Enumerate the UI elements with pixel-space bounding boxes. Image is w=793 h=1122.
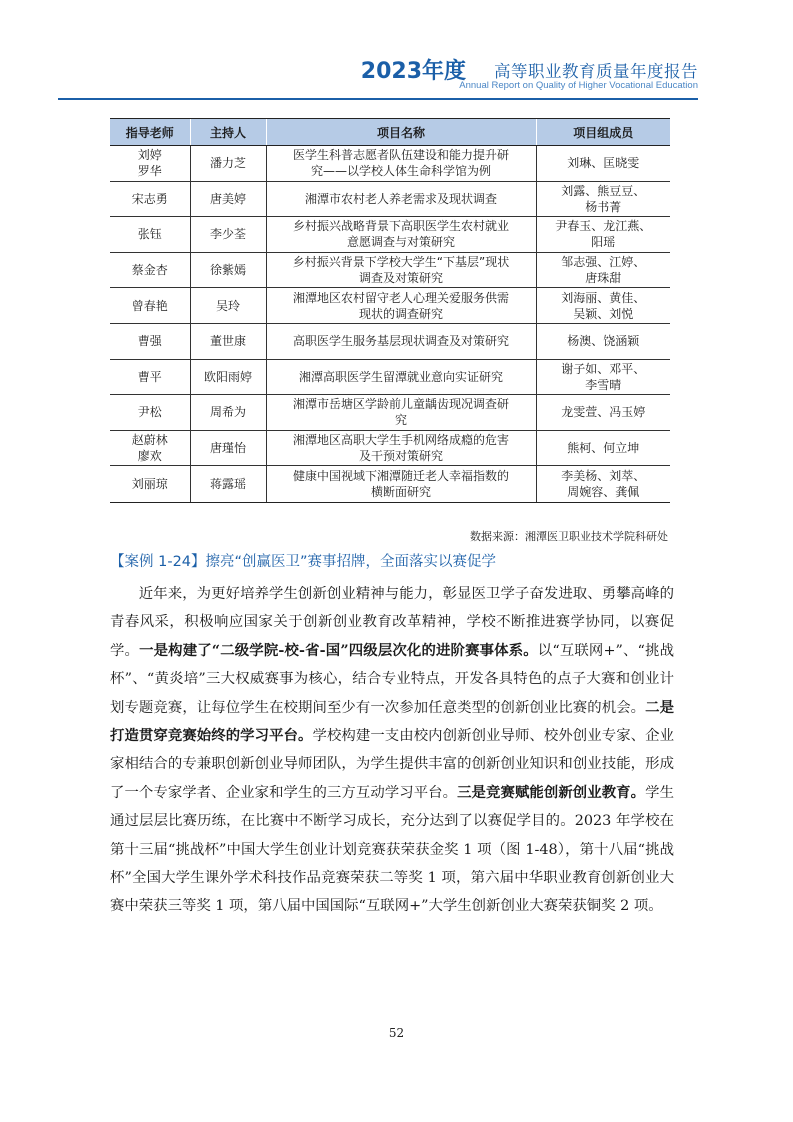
cell-project: 医学生科普志愿者队伍建设和能力提升研 究——以学校人体生命科学馆为例 bbox=[266, 146, 536, 182]
cell-host: 唐美婷 bbox=[190, 181, 266, 217]
cell-project: 高职医学生服务基层现状调查及对策研究 bbox=[266, 323, 536, 359]
case-body bbox=[110, 580, 674, 921]
cell-advisor: 张钰 bbox=[110, 217, 190, 253]
table-header-row bbox=[110, 119, 670, 146]
col-header-project: 项目名称 bbox=[266, 119, 536, 146]
table-row bbox=[110, 217, 670, 253]
cell-project: 乡村振兴战略背景下高职医学生农村就业 意愿调查与对策研究 bbox=[266, 217, 536, 253]
table-source-note: 数据来源：湘潭医卫职业技术学院科研处 bbox=[470, 530, 668, 543]
cell-project: 湘潭地区高职大学生手机网络成瘾的危害 及干预对策研究 bbox=[266, 430, 536, 466]
cell-advisor: 赵蔚林 廖欢 bbox=[110, 430, 190, 466]
cell-members: 刘海丽、黄佳、 吴颖、刘悦 bbox=[536, 288, 670, 324]
cell-project: 湘潭高职医学生留潭就业意向实证研究 bbox=[266, 359, 536, 395]
cell-members: 尹春玉、龙江燕、 阳瑶 bbox=[536, 217, 670, 253]
cell-host: 蒋露瑶 bbox=[190, 466, 266, 503]
table-row bbox=[110, 181, 670, 217]
cell-advisor: 刘丽琼 bbox=[110, 466, 190, 503]
header-subtitle: Annual Report on Quality of Higher Vocational Education bbox=[459, 80, 698, 91]
cell-host: 欧阳雨婷 bbox=[190, 359, 266, 395]
col-header-members: 项目组成员 bbox=[536, 119, 670, 146]
cell-project: 湘潭市岳塘区学龄前儿童龋齿现况调查研 究 bbox=[266, 395, 536, 431]
cell-host: 徐紫嫣 bbox=[190, 252, 266, 288]
case-text: 以“互联网+”、“挑战杯”、“黄炎培”三大权威赛事为核心，结合专业特点，开发各具特色的点子大赛和创业计划专题竞赛，让每位学生在校期间至少有一次参加任意类型的创新创业比赛的机会。 bbox=[110, 642, 674, 716]
table-row bbox=[110, 323, 670, 359]
cell-members: 刘露、熊豆豆、 杨书菁 bbox=[536, 181, 670, 217]
table-row bbox=[110, 146, 670, 182]
table-row bbox=[110, 395, 670, 431]
cell-host: 唐瑾怡 bbox=[190, 430, 266, 466]
table-row bbox=[110, 359, 670, 395]
projects-table bbox=[110, 118, 670, 503]
case-paragraph bbox=[110, 580, 674, 921]
cell-advisor: 尹松 bbox=[110, 395, 190, 431]
header-rule bbox=[58, 98, 698, 100]
case-text: 学校构建一支由校内创新创业导师、校外创业专家、企业家相结合的专兼职创新创业导师团队，为学生提供丰富的创新创业知识和创业技能，形成了一个专家学者、企业家和学生的三方互动学习平台。 bbox=[110, 728, 674, 801]
table-row bbox=[110, 288, 670, 324]
cell-advisor: 曹平 bbox=[110, 359, 190, 395]
cell-members: 邹志强、江婷、 唐珠甜 bbox=[536, 252, 670, 288]
cell-project: 乡村振兴背景下学校大学生“下基层”现状 调查及对策研究 bbox=[266, 252, 536, 288]
case-bold-point: 一是构建了“二级学院-校-省-国”四级层次化的进阶赛事体系。 bbox=[139, 641, 538, 659]
table-row bbox=[110, 252, 670, 288]
table-row bbox=[110, 466, 670, 503]
cell-advisor: 曹强 bbox=[110, 323, 190, 359]
cell-host: 董世康 bbox=[190, 323, 266, 359]
cell-host: 潘力芝 bbox=[190, 146, 266, 182]
cell-project: 湘潭地区农村留守老人心理关爱服务供需 现状的调查研究 bbox=[266, 288, 536, 324]
cell-members: 熊柯、何立坤 bbox=[536, 430, 670, 466]
cell-members: 龙雯萱、冯玉婷 bbox=[536, 395, 670, 431]
case-title: 【案例 1-24】擦亮“创赢医卫”赛事招牌，全面落实以赛促学 bbox=[110, 554, 497, 570]
header-year: 2023年度 bbox=[360, 59, 466, 84]
cell-host: 吴玲 bbox=[190, 288, 266, 324]
cell-members: 谢子如、邓平、 李雪晴 bbox=[536, 359, 670, 395]
page-number: 52 bbox=[388, 1026, 405, 1040]
case-bold-point: 三是竞赛赋能创新创业教育。 bbox=[457, 783, 646, 801]
cell-advisor: 蔡金杏 bbox=[110, 252, 190, 288]
cell-members: 刘琳、匡晓雯 bbox=[536, 146, 670, 182]
cell-project: 湘潭市农村老人养老需求及现状调查 bbox=[266, 181, 536, 217]
cell-advisor: 刘婷 罗华 bbox=[110, 146, 190, 182]
cell-host: 李少荃 bbox=[190, 217, 266, 253]
cell-project: 健康中国视域下湘潭随迁老人幸福指数的 横断面研究 bbox=[266, 466, 536, 503]
col-header-host: 主持人 bbox=[190, 119, 266, 146]
cell-advisor: 宋志勇 bbox=[110, 181, 190, 217]
table-row bbox=[110, 430, 670, 466]
col-header-advisor: 指导老师 bbox=[110, 119, 190, 146]
case-bold-point: 二是打造贯穿竞赛始终的学习平台。 bbox=[110, 698, 674, 745]
cell-members: 李美杨、刘萃、 周婉容、龚佩 bbox=[536, 466, 670, 503]
case-text: 学生通过层层比赛历练，在比赛中不断学习成长，充分达到了以赛促学目的。2023 年学校在第十三届“挑战杯”中国大学生创业计划竞赛获荣获金奖 1 项（图 1-48），第十八届“挑战杯”全国大学生课外学术科技作品竞赛荣获二等奖 1 项，第六届中华职业教育创新创业大赛中荣获三等奖 1 项，第八届中国国际“互联网+”大学生创新创业大赛荣获铜奖 2 项。 bbox=[110, 784, 674, 915]
report-header bbox=[58, 46, 698, 106]
cell-host: 周希为 bbox=[190, 395, 266, 431]
cell-advisor: 曾春艳 bbox=[110, 288, 190, 324]
header-title: 高等职业教育质量年度报告 bbox=[494, 62, 698, 81]
case-text: 近年来，为更好培养学生创新创业精神与能力，彰显医卫学子奋发进取、勇攀高峰的青春风采，积极响应国家关于创新创业教育改革精神，学校不断推进赛学协同，以赛促学。 bbox=[110, 586, 674, 659]
cell-members: 杨澳、饶涵颖 bbox=[536, 323, 670, 359]
